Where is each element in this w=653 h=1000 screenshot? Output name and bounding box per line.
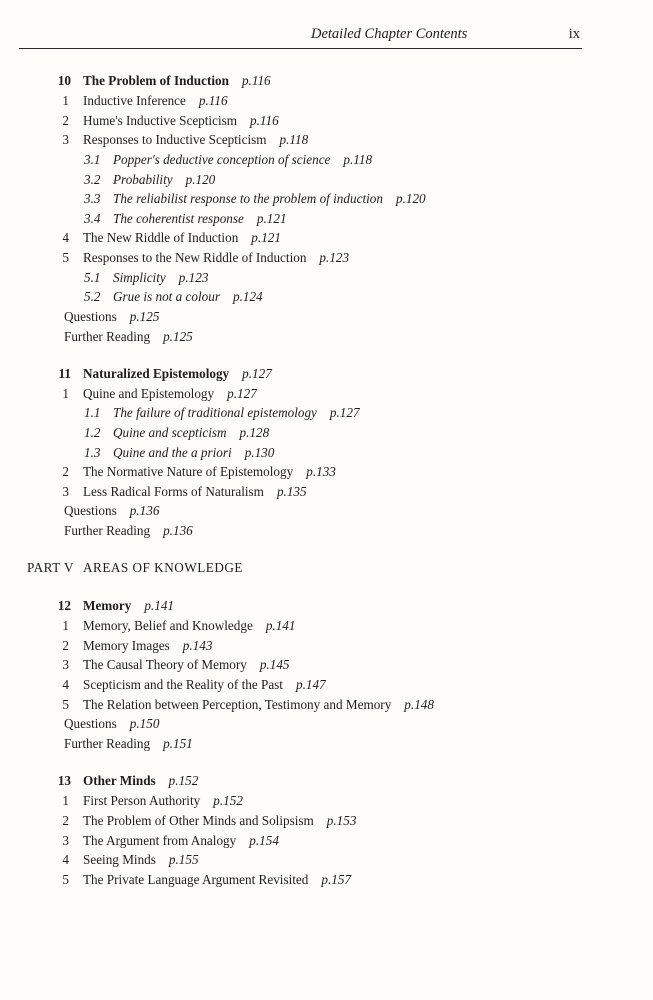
section-title: Seeing Minds	[83, 852, 156, 867]
chapter-number: 10	[57, 73, 71, 88]
page-ref: p.130	[244, 445, 275, 460]
page-number: ix	[568, 26, 580, 42]
page-ref: p.124	[232, 289, 263, 304]
section-title: Quine and Epistemology	[83, 386, 215, 401]
subsection-title: The coherentist response	[113, 211, 244, 226]
page-ref: p.118	[343, 152, 373, 167]
page-ref: p.136	[129, 503, 160, 518]
section-title: Hume's Inductive Scepticism	[83, 113, 238, 128]
page-ref: p.123	[319, 250, 350, 265]
page-ref: p.151	[163, 736, 193, 751]
chapter-number: 11	[58, 366, 71, 381]
page-ref: p.157	[321, 872, 352, 887]
subsection-title: Quine and the a priori	[113, 445, 232, 460]
section-title: Responses to Inductive Scepticism	[83, 132, 267, 147]
page-ref: p.150	[129, 716, 160, 731]
section-title: The Private Language Argument Revisited	[83, 872, 309, 887]
subsection-title: The failure of traditional epistemology	[113, 405, 317, 420]
page-ref: p.123	[178, 270, 209, 285]
chapter-number: 12	[57, 598, 71, 613]
section-number: 2	[62, 464, 69, 479]
section-number: 1	[62, 793, 69, 808]
subsection-number: 1.3	[84, 445, 101, 460]
section-number: 5	[62, 872, 69, 887]
page-ref: p.127	[242, 366, 272, 381]
section-number: 4	[62, 677, 69, 692]
page-ref: p.155	[168, 852, 199, 867]
section-title: Scepticism and the Reality of the Past	[83, 677, 283, 692]
section-title: Inductive Inference	[83, 93, 186, 108]
section-title: Less Radical Forms of Naturalism	[83, 484, 264, 499]
section-title: Memory, Belief and Knowledge	[83, 618, 253, 633]
page-ref: p.120	[395, 191, 426, 206]
page-ref: p.153	[326, 813, 357, 828]
page-header	[19, 24, 582, 49]
subsection-title: Probability	[113, 172, 173, 187]
section-title: The Causal Theory of Memory	[83, 657, 247, 672]
subsection-number: 5.2	[84, 289, 101, 304]
subsection-number: 3.3	[84, 191, 101, 206]
section-title: Questions	[64, 716, 117, 731]
part-label: PART V	[27, 560, 75, 575]
page-ref: p.141	[144, 598, 174, 613]
page-ref: p.118	[279, 132, 309, 147]
page-ref: p.121	[251, 230, 281, 245]
chapter-title: Naturalized Epistemology	[83, 366, 230, 381]
page-ref: p.141	[265, 618, 296, 633]
section-title: First Person Authority	[83, 793, 201, 808]
page-ref: p.116	[198, 93, 228, 108]
page-ref: p.135	[276, 484, 307, 499]
page-ref: p.148	[404, 697, 434, 712]
section-number: 4	[62, 852, 69, 867]
chapter-title: The Problem of Induction	[83, 73, 229, 88]
page-ref: p.120	[185, 172, 216, 187]
section-number: 3	[62, 132, 69, 147]
subsection-number: 5.1	[84, 270, 101, 285]
page-ref: p.143	[182, 638, 213, 653]
page-ref: p.116	[241, 73, 271, 88]
page-ref: p.121	[256, 211, 287, 226]
section-number: 2	[62, 638, 69, 653]
page-ref: p.133	[306, 464, 336, 479]
section-title: Questions	[64, 309, 117, 324]
section-title: Questions	[64, 503, 117, 518]
section-number: 5	[62, 250, 69, 265]
section-title: The Problem of Other Minds and Solipsism	[83, 813, 314, 828]
page-ref: p.154	[249, 833, 279, 848]
section-title: Memory Images	[83, 638, 170, 653]
subsection-number: 3.1	[84, 152, 101, 167]
page-ref: p.147	[295, 677, 326, 692]
section-title: The Relation between Perception, Testimony and Memory	[83, 697, 392, 712]
page-ref: p.127	[329, 405, 360, 420]
section-number: 2	[62, 813, 69, 828]
running-head: Detailed Chapter Contents	[311, 26, 468, 42]
subsection-title: Popper's deductive conception of science	[113, 152, 331, 167]
section-number: 1	[62, 386, 69, 401]
page-ref: p.125	[129, 309, 160, 324]
section-number: 3	[62, 484, 69, 499]
page-ref: p.152	[213, 793, 243, 808]
page-ref: p.152	[168, 773, 199, 788]
subsection-title: Quine and scepticism	[113, 425, 227, 440]
section-number: 4	[62, 230, 69, 245]
section-number: 2	[62, 113, 69, 128]
chapter-title: Other Minds	[83, 773, 156, 788]
subsection-number: 3.4	[84, 211, 101, 226]
section-number: 1	[62, 93, 69, 108]
part-title: AREAS OF KNOWLEDGE	[83, 560, 243, 575]
section-number: 1	[62, 618, 69, 633]
section-title: The Argument from Analogy	[83, 833, 237, 848]
page-ref: p.128	[239, 425, 270, 440]
subsection-title: Grue is not a colour	[113, 289, 220, 304]
page-ref: p.127	[227, 386, 257, 401]
subsection-number: 3.2	[84, 172, 101, 187]
section-title: The Normative Nature of Epistemology	[83, 464, 294, 479]
chapter-title: Memory	[83, 598, 132, 613]
page-ref: p.136	[163, 523, 193, 538]
page-ref: p.116	[250, 113, 279, 128]
section-title: Further Reading	[64, 736, 151, 751]
subsection-number: 1.2	[84, 425, 101, 440]
section-title: Responses to the New Riddle of Induction	[83, 250, 307, 265]
subsection-number: 1.1	[84, 405, 101, 420]
section-title: Further Reading	[64, 523, 151, 538]
section-title: The New Riddle of Induction	[83, 230, 239, 245]
section-title: Further Reading	[64, 329, 151, 344]
subsection-title: Simplicity	[113, 270, 166, 285]
section-number: 3	[62, 833, 69, 848]
section-number: 3	[62, 657, 69, 672]
page-ref: p.125	[163, 329, 193, 344]
page-ref: p.145	[259, 657, 290, 672]
subsection-title: The reliabilist response to the problem of induction	[113, 191, 383, 206]
chapter-number: 13	[57, 773, 71, 788]
section-number: 5	[62, 697, 69, 712]
